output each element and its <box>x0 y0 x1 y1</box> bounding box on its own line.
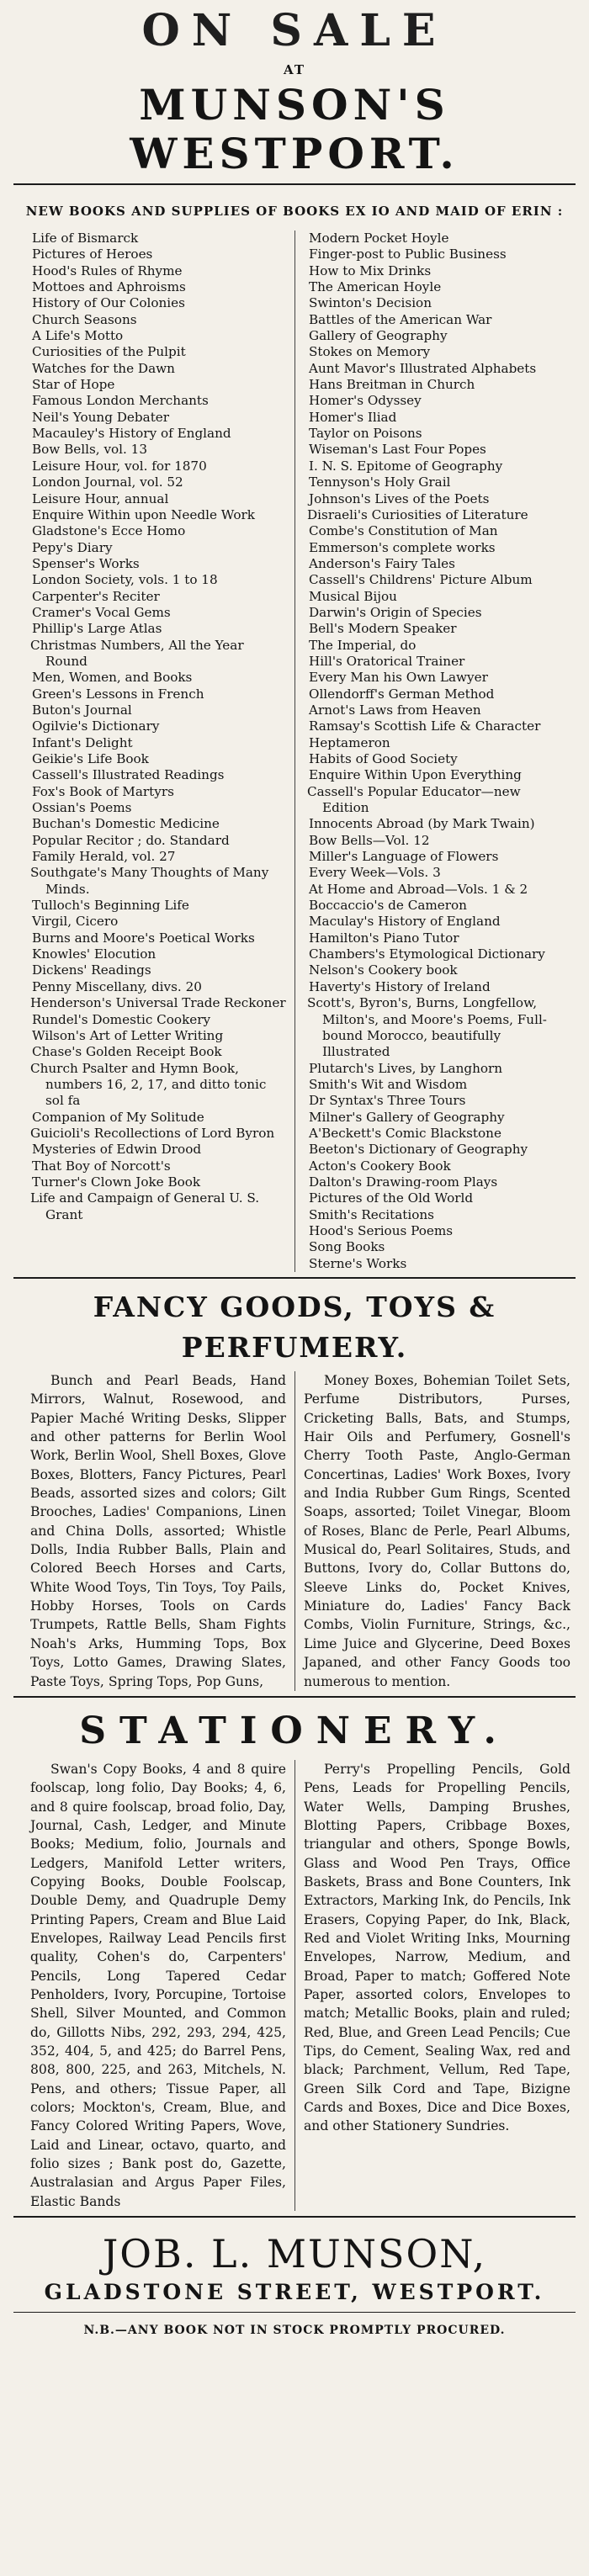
at-label: AT <box>284 62 305 77</box>
book-item: Mottoes and Aphroisms <box>32 279 186 295</box>
book-item: Life and Campaign of General U. S. Grant <box>30 1190 260 1222</box>
book-item: Disraeli's Curiosities of Literature <box>307 506 528 522</box>
book-item: Tulloch's Beginning Life <box>32 898 189 914</box>
proprietor-name: JOB. L. MUNSON, <box>102 2231 487 2277</box>
fancy-goods-right-text: Money Boxes, Bohemian Toilet Sets, Perfume Distributors, Purses, Cricketing Balls, Bats, and Stumps, Hair Oils and Perfumery, Gosnell's Cherry Tooth Paste, Anglo-German Concertinas, Ladies' Work Boxes, Ivory and India Rubber Gum Rings, Scented Soaps, assorted; Toilet Vinegar, Bloom of Roses, Blanc de Perle, Pearl Albums, Musical do, Pearl Solitaires, Studs, and Buttons, Ivory do, Collar Buttons do, Sleeve Links do, Pocket Knives, Miniature do, Ladies' Fancy Back Combs, Violin Furniture, Strings, &c., Lime Juice and Glycerine, Deed Boxes Japaned, and other Fancy Goods too numerous to mention. <box>304 1373 570 1689</box>
book-item: Taylor on Poisons <box>309 426 422 442</box>
book-item: Pictures of the Old World <box>309 1190 474 1206</box>
book-item: Knowles' Elocution <box>32 946 157 962</box>
book-item: Family Herald, vol. 27 <box>32 849 176 865</box>
book-item: Leisure Hour, annual <box>32 490 169 506</box>
book-item: A Life's Motto <box>32 328 124 344</box>
book-item: Star of Hope <box>32 377 115 393</box>
books-subtitle: NEW BOOKS AND SUPPLIES OF BOOKS EX IO AND MAID OF ERIN : <box>25 204 564 219</box>
book-item: Cramer's Vocal Gems <box>32 604 171 620</box>
book-item: Fox's Book of Martyrs <box>32 783 174 799</box>
book-item: London Journal, vol. 52 <box>32 474 183 490</box>
book-item: Men, Women, and Books <box>32 670 193 686</box>
book-item: Finger-post to Public Business <box>309 246 507 262</box>
book-item: Musical Bijou <box>309 588 397 604</box>
book-item: Combe's Constitution of Man <box>309 523 498 539</box>
book-item: Acton's Cookery Book <box>309 1158 451 1174</box>
book-item: Smith's Wit and Wisdom <box>309 1076 468 1092</box>
book-item: Ogilvie's Dictionary <box>32 718 160 734</box>
book-item: Dalton's Drawing-room Plays <box>309 1174 498 1190</box>
book-item: Phillip's Large Atlas <box>32 621 162 637</box>
book-item: Chase's Golden Receipt Book <box>32 1044 222 1060</box>
fancy-goods-body <box>13 1371 576 1691</box>
book-list-right-column <box>294 231 576 1272</box>
book-item: Hood's Serious Poems <box>309 1222 454 1238</box>
book-item: I. N. S. Epitome of Geography <box>309 458 503 474</box>
book-item: Famous London Merchants <box>32 393 209 409</box>
stationery-heading: STATIONERY. <box>79 1709 510 1752</box>
book-item: At Home and Abroad—Vols. 1 & 2 <box>309 881 528 897</box>
divider <box>13 183 576 185</box>
book-item: Swinton's Decision <box>309 295 432 311</box>
book-item: Maculay's History of England <box>309 914 501 930</box>
book-item: Heptameron <box>309 734 390 750</box>
book-item: Stokes on Memory <box>309 344 431 360</box>
book-item: Pictures of Heroes <box>32 246 153 262</box>
book-item: Hill's Oratorical Trainer <box>309 653 465 669</box>
book-item: Carpenter's Reciter <box>32 588 160 604</box>
book-item: Buton's Journal <box>32 702 132 718</box>
book-item: Tennyson's Holy Grail <box>309 474 451 490</box>
book-item: Gladstone's Ecce Homo <box>32 523 186 539</box>
book-item: Henderson's Universal Trade Reckoner <box>30 995 286 1011</box>
book-item: Rundel's Domestic Cookery <box>32 1011 211 1027</box>
book-item: Dickens' Readings <box>32 962 151 978</box>
book-item: Homer's Iliad <box>309 409 397 425</box>
book-item: Neil's Young Debater <box>32 409 170 425</box>
book-item: History of Our Colonies <box>32 295 185 311</box>
book-item: Battles of the American War <box>309 311 492 327</box>
stationery-body <box>13 1760 576 2211</box>
book-item: Burns and Moore's Poetical Works <box>32 930 255 946</box>
book-item: Johnson's Lives of the Poets <box>309 490 490 506</box>
book-item: Ramsay's Scottish Life & Character <box>309 718 541 734</box>
book-item: Chambers's Etymological Dictionary <box>309 946 545 962</box>
book-item: Emmerson's complete works <box>309 539 496 555</box>
book-item: Green's Lessons in French <box>32 686 204 702</box>
book-item: Hood's Rules of Rhyme <box>32 262 183 278</box>
book-item: Homer's Odyssey <box>309 393 422 409</box>
book-item: Virgil, Cicero <box>32 914 119 930</box>
divider <box>13 1696 576 1698</box>
book-item: Pepy's Diary <box>32 539 113 555</box>
book-item: Wilson's Art of Letter Writing <box>32 1027 224 1043</box>
book-item: London Society, vols. 1 to 18 <box>32 572 218 588</box>
book-item: Southgate's Many Thoughts of Many Minds. <box>30 865 269 897</box>
book-item: Ollendorff's German Method <box>309 686 495 702</box>
book-item: Watches for the Dawn <box>32 360 175 376</box>
book-item: Cassell's Popular Educator—new Edition <box>307 783 521 816</box>
on-sale-heading: ON SALE <box>141 5 448 56</box>
book-item: Church Psalter and Hymn Book, numbers 16, 2, 17, and ditto tonic sol fa <box>30 1060 267 1109</box>
book-item: Bow Bells—Vol. 12 <box>309 832 430 848</box>
fancy-goods-left-column <box>13 1371 294 1691</box>
book-item: Leisure Hour, vol. for 1870 <box>32 458 207 474</box>
divider <box>13 2216 576 2218</box>
store-address: GLADSTONE STREET, WESTPORT. <box>44 2280 545 2305</box>
footer-note: N.B.—ANY BOOK NOT IN STOCK PROMPTLY PROCURED. <box>83 2324 506 2338</box>
book-item: Milner's Gallery of Geography <box>309 1109 505 1125</box>
divider <box>13 2312 576 2313</box>
book-item: Turner's Clown Joke Book <box>32 1174 201 1190</box>
divider <box>13 1277 576 1279</box>
book-item: Haverty's History of Ireland <box>309 978 491 994</box>
book-item: Buchan's Domestic Medicine <box>32 816 220 832</box>
book-item: Darwin's Origin of Species <box>309 604 482 620</box>
book-item: Boccaccio's de Cameron <box>309 898 467 914</box>
book-item: How to Mix Drinks <box>309 262 432 278</box>
fancy-goods-heading: FANCY GOODS, TOYS & PERFUMERY. <box>93 1291 496 1364</box>
book-item: Life of Bismarck <box>32 231 139 246</box>
book-item: A'Beckett's Comic Blackstone <box>309 1125 501 1141</box>
book-item: The American Hoyle <box>309 279 442 295</box>
book-item: Smith's Recitations <box>309 1206 434 1222</box>
book-item: Spenser's Works <box>32 555 140 571</box>
book-item: Infant's Delight <box>32 734 133 750</box>
book-item: Modern Pocket Hoyle <box>309 231 449 246</box>
stationery-left-text: Swan's Copy Books, 4 and 8 quire foolscap, long folio, Day Books; 4, 6, and 8 quire foolscap, broad folio, Day, Journal, Cash, Ledger, and Minute Books; Medium, folio, Journals and Ledgers, Manifold Letter writers, Copying Books, Double Foolscap, Double Demy, and Quadruple Demy Printing Papers, Cream and Blue Laid Envelopes, Railway Lead Pencils first quality, Cohen's do, Carpenters' Pencils, Long Tapered Cedar Penholders, Ivory, Porcupine, Tortoise Shell, Silver Mounted, and Common do, Gillotts Nibs, 292, 293, 294, 425, 352, 404, 5, and 425; do Barrel Pens, 808, 800, 225, and 263, Mitchels, N. Pens, and others; Tissue Paper, all colors; Mockton's, Cream, Blue, and Fancy Colored Writing Papers, Wove, Laid and Linear, octavo, quarto, and folio sizes ; Bank post do, Gazette, Australasian and Argus Paper Files, Elastic Bands <box>30 1761 286 2209</box>
stationery-left-column <box>13 1760 294 2211</box>
book-item: Enquire Within upon Needle Work <box>32 506 255 522</box>
book-list <box>13 231 576 1272</box>
stationery-right-column <box>294 1760 576 2211</box>
book-item: The Imperial, do <box>309 637 417 653</box>
book-item: Beeton's Dictionary of Geography <box>309 1142 528 1158</box>
book-item: Hans Breitman in Church <box>309 377 475 393</box>
book-item: Innocents Abroad (by Mark Twain) <box>309 816 535 832</box>
book-item: Miller's Language of Flowers <box>309 849 499 865</box>
book-item: Enquire Within Upon Everything <box>309 767 522 783</box>
book-item: Ossian's Poems <box>32 800 132 816</box>
book-item: Nelson's Cookery book <box>309 962 458 978</box>
book-item: Dr Syntax's Three Tours <box>309 1093 466 1109</box>
book-item: Habits of Good Society <box>309 751 458 766</box>
book-item: Companion of My Solitude <box>32 1109 204 1125</box>
book-item: Curiosities of the Pulpit <box>32 344 186 360</box>
book-item: Gallery of Geography <box>309 328 448 344</box>
book-item: Aunt Mavor's Illustrated Alphabets <box>309 360 537 376</box>
book-item: Anderson's Fairy Tales <box>309 555 455 571</box>
book-item: Cassell's Childrens' Picture Album <box>309 572 533 588</box>
book-item: Every Week—Vols. 3 <box>309 865 441 881</box>
book-item: That Boy of Norcott's <box>32 1158 171 1174</box>
book-item: Macauley's History of England <box>32 426 231 442</box>
book-item: Popular Recitor ; do. Standard <box>32 832 230 848</box>
book-item: Cassell's Illustrated Readings <box>32 767 225 783</box>
book-item: Geikie's Life Book <box>32 751 149 766</box>
book-item: Wiseman's Last Four Popes <box>309 442 486 458</box>
fancy-goods-right-column <box>294 1371 576 1691</box>
book-item: Scott's, Byron's, Burns, Longfellow, Milton's, and Moore's Poems, Full-bound Morocco, beautifully Illustrated <box>307 995 547 1060</box>
book-item: Penny Miscellany, divs. 20 <box>32 978 202 994</box>
book-item: Christmas Numbers, All the Year Round <box>30 637 244 669</box>
book-list-left-column <box>13 231 294 1272</box>
book-item: Hamilton's Piano Tutor <box>309 930 459 946</box>
store-name-heading: MUNSON'S WESTPORT. <box>130 80 459 178</box>
book-item: Arnot's Laws from Heaven <box>309 702 481 718</box>
book-item: Sterne's Works <box>309 1255 407 1271</box>
book-item: Bell's Modern Speaker <box>309 621 457 637</box>
book-item: Mysteries of Edwin Drood <box>32 1142 202 1158</box>
book-item: Song Books <box>309 1239 385 1255</box>
stationery-right-text: Perry's Propelling Pencils, Gold Pens, Leads for Propelling Pencils, Water Wells, Damping Brushes, Blotting Papers, Cribbage Boxes, triangular and others, Sponge Bowls, Glass and Wood Pen Trays, Office Baskets, Brass and Bone Counters, Ink Extractors, Marking Ink, do Pencils, Ink Erasers, Copying Paper, do Ink, Black, Red and Violet Writing Inks, Mourning Envelopes, Narrow, Medium, and Broad, Paper to match; Goffered Note Paper, assorted colors, Envelopes to match; Metallic Books, plain and ruled; Red, Blue, and Green Lead Pencils; Cue Tips, do Cement, Sealing Wax, red and black; Parchment, Vellum, Red Tape, Green Silk Cord and Tape, Bizigne Cards and Boxes, Dice and Dice Boxes, and other Stationery Sundries. <box>304 1761 570 2134</box>
book-item: Bow Bells, vol. 13 <box>32 442 148 458</box>
book-item: Every Man his Own Lawyer <box>309 670 488 686</box>
book-item: Plutarch's Lives, by Langhorn <box>309 1060 503 1076</box>
book-item: Guicioli's Recollections of Lord Byron <box>30 1125 275 1141</box>
book-item: Church Seasons <box>32 311 137 327</box>
fancy-goods-left-text: Bunch and Pearl Beads, Hand Mirrors, Walnut, Rosewood, and Papier Maché Writing Desks, Slipper and other patterns for Berlin Wool Work, Berlin Wool, Shell Boxes, Glove Boxes, Blotters, Fancy Pictures, Pearl Beads, assorted sizes and colors; Gilt Brooches, Ladies' Companions, Linen and China Dolls, assorted; Whistle Dolls, India Rubber Balls, Plain and Colored Beech Horses and Carts, White Wood Toys, Tin Toys, Toy Pails, Hobby Horses, Tools on Cards Trumpets, Rattle Bells, Sham Fights Noah's Arks, Humming Tops, Box Toys, Lotto Games, Drawing Slates, Paste Toys, Spring Tops, Pop Guns, <box>30 1373 286 1689</box>
